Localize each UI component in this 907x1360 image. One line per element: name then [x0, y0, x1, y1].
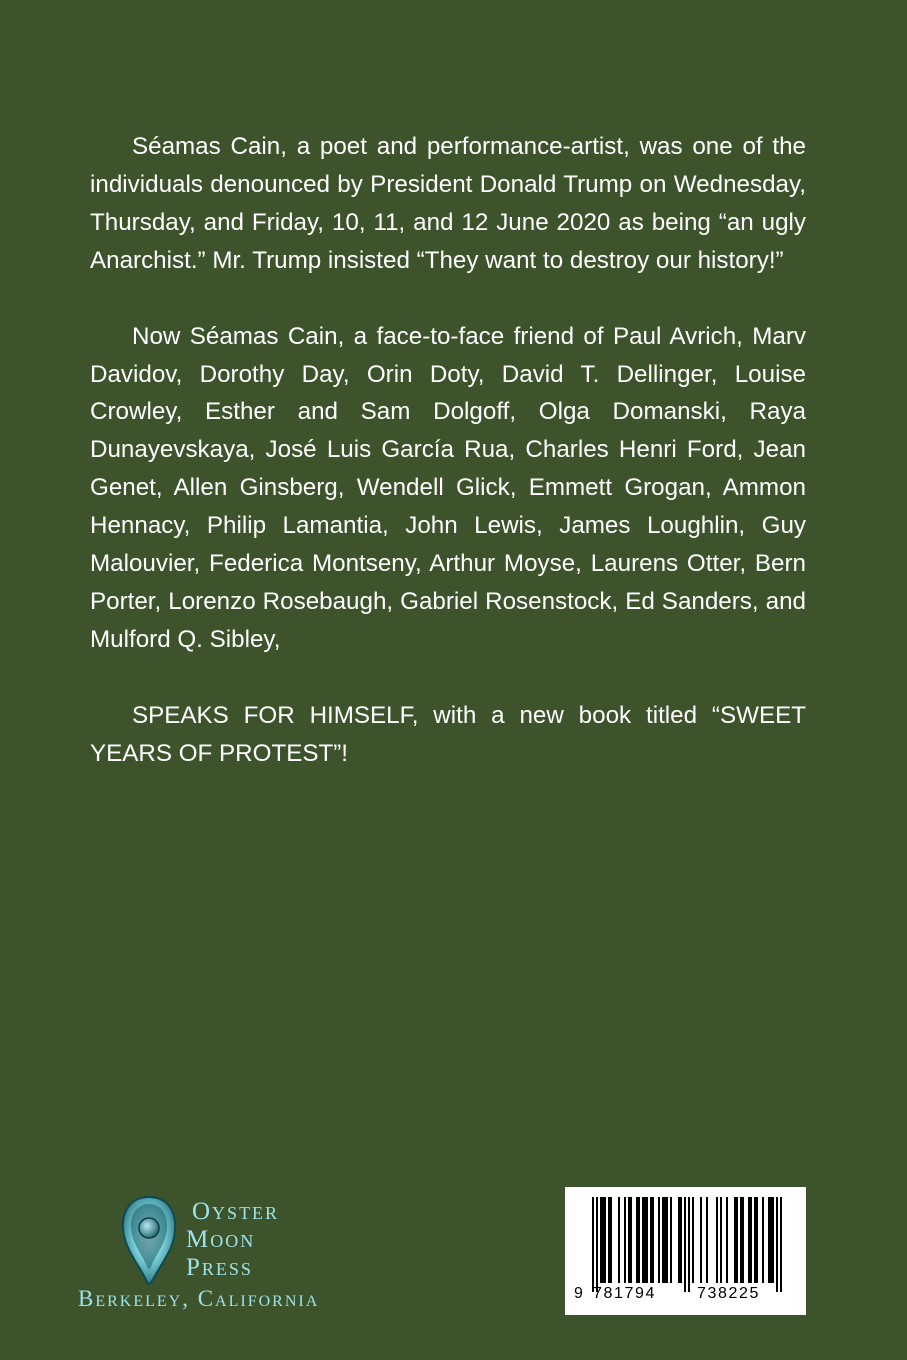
barcode-bar	[756, 1197, 758, 1283]
barcode-bar	[700, 1197, 702, 1283]
barcode-bar	[688, 1197, 690, 1292]
barcode-bar	[716, 1197, 718, 1283]
blurb-paragraph-3: SPEAKS FOR HIMSELF, with a new book titled “SWEET YEARS OF PROTEST”!	[90, 701, 806, 767]
barcode-bar	[610, 1197, 612, 1283]
barcode-bar	[762, 1197, 764, 1283]
isbn-first-digit: 9	[574, 1285, 584, 1302]
barcode-bar	[604, 1197, 606, 1283]
barcode-bar	[706, 1197, 708, 1283]
barcode-bar	[670, 1197, 672, 1283]
barcode-bar	[650, 1197, 652, 1283]
barcode-bar	[592, 1197, 594, 1292]
barcode-bar	[596, 1197, 598, 1292]
barcode-bar	[652, 1197, 654, 1283]
barcode-bar	[684, 1197, 686, 1292]
barcode-bar	[630, 1197, 632, 1283]
barcode-bar	[772, 1197, 774, 1283]
barcode-bar	[602, 1197, 604, 1283]
barcode-bar	[750, 1197, 752, 1283]
barcode-bar	[726, 1197, 728, 1283]
barcode-bar	[608, 1197, 610, 1283]
isbn-left-group: 781794	[593, 1285, 656, 1302]
barcode-bar	[770, 1197, 772, 1283]
barcode-bar	[742, 1197, 744, 1283]
publisher-imprint	[78, 1190, 368, 1320]
barcode-bar	[748, 1197, 750, 1283]
publisher-name-line-1: Oyster	[192, 1198, 280, 1225]
barcode-bar	[646, 1197, 648, 1283]
publisher-location: Berkeley, California	[78, 1286, 320, 1311]
barcode-bar	[636, 1197, 638, 1283]
barcode-bar	[740, 1197, 742, 1283]
barcode-bar	[678, 1197, 680, 1283]
barcode-bar	[736, 1197, 738, 1283]
barcode-bar	[780, 1197, 782, 1292]
barcode-bar	[768, 1197, 770, 1283]
barcode-bar	[658, 1197, 660, 1283]
oyster-pearl-icon	[120, 1194, 178, 1286]
barcode-bar	[666, 1197, 668, 1283]
barcode-bar	[754, 1197, 756, 1283]
publisher-name-line-2: Moon	[186, 1226, 256, 1253]
barcode-bar	[662, 1197, 664, 1283]
barcode-bar	[720, 1197, 722, 1283]
barcode-bar	[628, 1197, 630, 1283]
barcode-bar	[638, 1197, 640, 1283]
barcode-bar	[680, 1197, 682, 1283]
barcode-bar	[776, 1197, 778, 1292]
back-cover-blurb	[90, 128, 806, 773]
barcode-bar	[692, 1197, 694, 1283]
barcode-bar	[642, 1197, 644, 1283]
publisher-name-line-3: Press	[186, 1254, 253, 1281]
barcode-bar	[624, 1197, 626, 1283]
barcode-bar	[600, 1197, 602, 1283]
barcode-bar	[644, 1197, 646, 1283]
isbn-barcode	[565, 1187, 806, 1315]
isbn-right-group: 738225	[697, 1285, 760, 1302]
blurb-paragraph-2: Now Séamas Cain, a face-to-face friend of Paul Avrich, Marv Davidov, Dorothy Day, Orin Doty, David T. Dellinger, Louise Crowley, Esther and Sam Dolgoff, Olga Domanski, Raya Dunayevskaya, José Luis García Rua, Charles Henri Ford, Jean Genet, Allen Ginsberg, Wendell Glick, Emmett Grogan, Ammon Hennacy, Philip Lamantia, John Lewis, James Loughlin, Guy Malouvier, Federica Montseny, Arthur Moyse, Laurens Otter, Bern Porter, Lorenzo Rosebaugh, Gabriel Rosenstock, Ed Sanders, and Mulford Q. Sibley,	[90, 322, 806, 653]
barcode-bar	[664, 1197, 666, 1283]
barcode-bar	[734, 1197, 736, 1283]
barcode-bar	[618, 1197, 620, 1283]
blurb-paragraph-1: Séamas Cain, a poet and performance-artist, was one of the individuals denounced by President Donald Trump on Wednesday, Thursday, and Friday, 10, 11, and 12 June 2020 as being “an ugly Anarchist.” Mr. Trump insisted “They want to destroy our history!”	[90, 133, 806, 274]
